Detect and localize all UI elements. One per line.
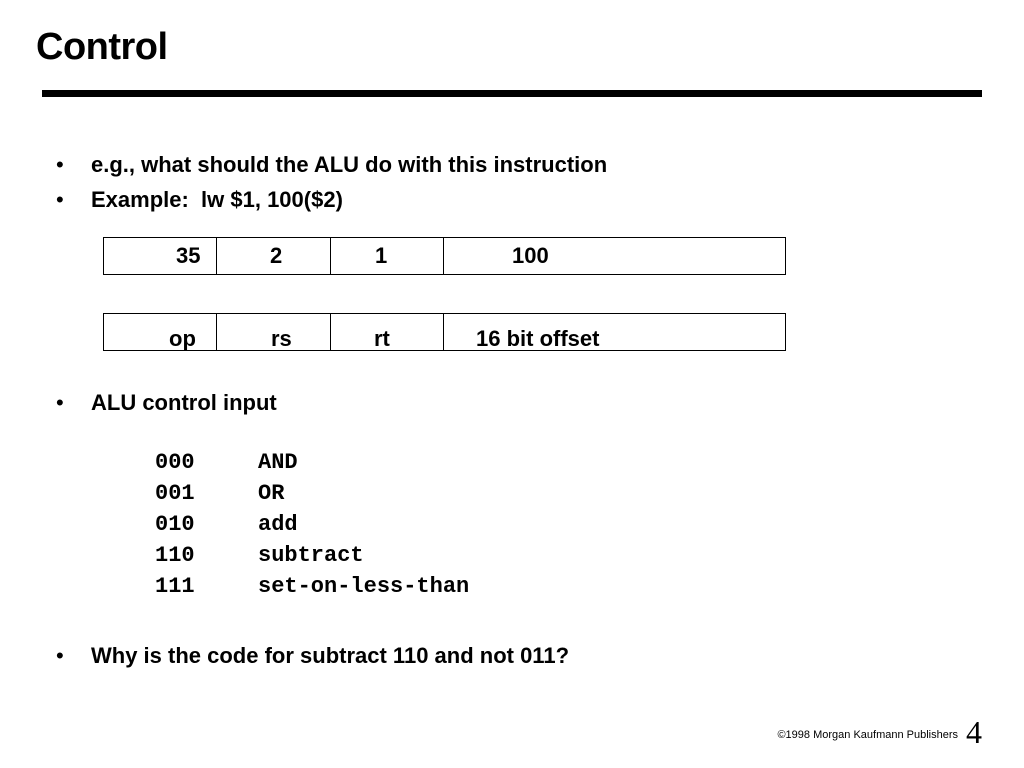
alu-operation: subtract — [258, 543, 364, 568]
field-divider — [216, 238, 217, 274]
bullet-dot: • — [56, 390, 64, 415]
alu-code: 000 — [155, 450, 195, 475]
field-divider — [330, 314, 331, 350]
value-rt: 1 — [375, 243, 388, 268]
alu-code: 111 — [155, 574, 195, 599]
alu-code: 110 — [155, 543, 195, 568]
instruction-values-row — [103, 237, 786, 275]
bullet-text: ALU control input — [91, 390, 277, 415]
field-rt: rt — [374, 326, 390, 351]
page-number: 4 — [966, 714, 982, 750]
bullet-dot: • — [56, 187, 64, 212]
instruction-fields-row — [103, 313, 786, 351]
alu-operation: AND — [258, 450, 298, 475]
field-divider — [330, 238, 331, 274]
bullet-text: Example: lw $1, 100($2) — [91, 187, 343, 212]
bullet-text: Why is the code for subtract 110 and not 011? — [91, 643, 570, 668]
field-divider — [443, 238, 444, 274]
title-underline — [42, 90, 982, 97]
bullet-text: e.g., what should the ALU do with this instruction — [91, 152, 608, 177]
value-op: 35 — [176, 243, 201, 268]
bullet-dot: • — [56, 152, 64, 177]
value-offset: 100 — [512, 243, 549, 268]
alu-code: 001 — [155, 481, 195, 506]
value-rs: 2 — [270, 243, 283, 268]
field-op: op — [169, 326, 196, 351]
alu-operation: add — [258, 512, 298, 537]
field-offset: 16 bit offset — [476, 326, 600, 351]
field-divider — [443, 314, 444, 350]
alu-code: 010 — [155, 512, 195, 537]
alu-operation: set-on-less-than — [258, 574, 470, 599]
field-rs: rs — [271, 326, 292, 351]
slide-title: Control — [36, 26, 168, 68]
alu-operation: OR — [258, 481, 285, 506]
bullet-dot: • — [56, 643, 64, 668]
copyright-footer: ©1998 Morgan Kaufmann Publishers — [777, 729, 958, 741]
field-divider — [216, 314, 217, 350]
